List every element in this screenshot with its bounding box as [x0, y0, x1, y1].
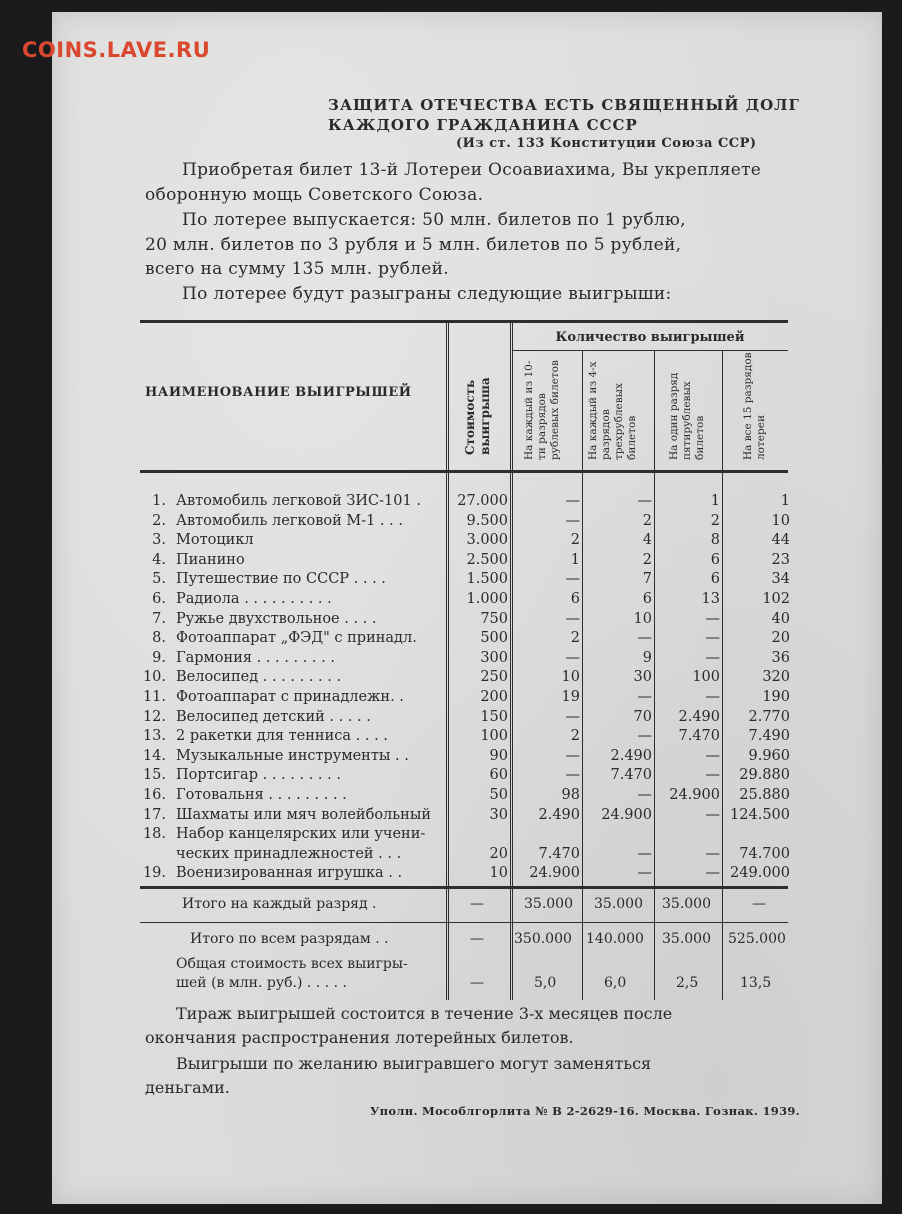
qty-rouble: —	[565, 610, 580, 627]
qty-rouble: 1	[570, 551, 580, 568]
qty-total: 74.700	[739, 845, 790, 862]
qty-five-rouble: —	[705, 865, 720, 882]
prize-name: Портсигар . . . . . . . . .	[176, 767, 341, 784]
qty-five-rouble: —	[705, 689, 720, 705]
qty-five-rouble: 2.490	[678, 708, 720, 725]
prize-name: Фотоаппарат с принадлежн. .	[176, 689, 404, 705]
row-number: 9.	[152, 649, 166, 666]
table-header-rule	[140, 470, 788, 473]
motto-source: (Из ст. 133 Конституции Союза ССР)	[456, 136, 757, 151]
qty-three-rouble: 2.490	[610, 747, 652, 764]
prize-name: Ружье двухствольное . . . .	[176, 610, 377, 627]
qty-five-rouble: 1	[710, 493, 720, 509]
qty-three-rouble: —	[637, 728, 652, 745]
qty-rouble: —	[565, 767, 580, 784]
prize-name: Шахматы или мяч волейбольный	[176, 806, 432, 823]
qty-five-rouble: 6	[710, 551, 720, 568]
intro-p2-line3: всего на сумму 135 млн. рублей.	[145, 259, 449, 279]
total-each-col1: 35.000	[524, 896, 573, 912]
qty-total: 44	[771, 532, 790, 549]
qty-five-rouble: —	[705, 767, 720, 784]
qty-three-rouble: —	[637, 865, 652, 882]
qty-rouble: 2.490	[538, 806, 580, 823]
total-value-cost: —	[470, 975, 484, 991]
prize-cost: 50	[489, 787, 508, 803]
prize-cost: 27.000	[457, 493, 508, 509]
prize-cost: 250	[480, 669, 508, 686]
qty-three-rouble: 4	[642, 532, 652, 549]
qty-three-rouble: 6	[642, 591, 652, 607]
qty-five-rouble: —	[705, 630, 720, 647]
total-all-cost: —	[470, 931, 484, 947]
prize-name: Фотоаппарат „ФЭД" с принадл.	[176, 630, 417, 647]
total-value-col4: 13,5	[740, 975, 772, 991]
table-row	[140, 493, 790, 513]
prize-name: Музыкальные инструменты . .	[176, 747, 409, 764]
prize-cost: 500	[480, 630, 508, 647]
prize-cost: 20	[489, 845, 508, 862]
row-number: 4.	[152, 551, 166, 568]
prize-cost: 60	[489, 767, 508, 784]
total-value-label-1: Общая стоимость всех выигры-	[176, 956, 408, 972]
table-row	[140, 846, 790, 866]
header-col-1: На каждый из 10-ти разрядов рублевых билетов	[522, 360, 561, 460]
prize-name: ческих принадлежностей . . .	[176, 845, 402, 862]
qty-total: 7.490	[748, 728, 790, 745]
row-number: 16.	[142, 787, 166, 803]
qty-rouble: 7.470	[538, 845, 580, 862]
prize-name: Гармония . . . . . . . . .	[176, 649, 335, 666]
qty-rouble: —	[565, 571, 580, 588]
total-each-col3: 35.000	[662, 896, 711, 912]
table-row	[140, 826, 790, 846]
total-each-cost: —	[470, 896, 484, 912]
table-row	[140, 532, 790, 552]
table-row	[140, 611, 790, 631]
qty-rouble: —	[565, 649, 580, 666]
qty-three-rouble: 70	[633, 708, 652, 725]
table-row	[140, 709, 790, 729]
prize-cost: 1.500	[466, 571, 508, 588]
prize-cost: 150	[480, 708, 508, 725]
motto-line-2: КАЖДОГО ГРАЖДАНИНА СССР	[328, 116, 638, 134]
prize-name: Военизированная игрушка . .	[176, 865, 403, 882]
total-value-col2: 6,0	[604, 975, 627, 991]
row-number: 12.	[142, 708, 166, 725]
table-row	[140, 630, 790, 650]
row-number: 15.	[142, 767, 166, 784]
table-row	[140, 807, 790, 827]
footer-p1-line2: окончания распространения лотерейных билетов.	[145, 1028, 574, 1047]
prize-name: Путешествие по СССР . . . .	[176, 571, 386, 588]
row-number: 5.	[152, 571, 166, 588]
qty-total: 20	[771, 630, 790, 647]
row-number: 10.	[142, 669, 166, 686]
total-all-label: Итого по всем разрядам . .	[190, 931, 389, 947]
qty-total: 124.500	[730, 806, 790, 823]
row-number: 2.	[152, 512, 166, 529]
total-all-col1: 350.000	[514, 931, 572, 947]
qty-three-rouble: 2	[642, 512, 652, 529]
footer-p2-line2: деньгами.	[145, 1078, 230, 1097]
qty-rouble: 19	[561, 689, 580, 705]
qty-five-rouble: 7.470	[678, 728, 720, 745]
row-number: 14.	[142, 747, 166, 764]
total-rule	[140, 922, 788, 923]
qty-total: 29.880	[739, 767, 790, 784]
qty-total: 9.960	[748, 747, 790, 764]
qty-rouble: 2	[570, 630, 580, 647]
prize-name: Набор канцелярских или учени-	[176, 826, 426, 843]
qty-five-rouble: —	[705, 747, 720, 764]
intro-p2-line1: По лотерее выпускается: 50 млн. билетов по 1 рублю,	[182, 210, 686, 230]
total-each-col4: —	[752, 896, 766, 912]
footer-p1-line1: Тираж выигрышей состоится в течение 3-х месяцев после	[176, 1004, 673, 1023]
prize-cost: 10	[489, 865, 508, 882]
qty-three-rouble: 7.470	[610, 767, 652, 784]
qty-total: 2.770	[748, 708, 790, 725]
header-col-4: На все 15 разрядов лотереи	[742, 352, 767, 460]
prize-cost: 300	[480, 649, 508, 666]
prize-cost: 750	[480, 610, 508, 627]
qty-five-rouble: 8	[710, 532, 720, 549]
row-number: 17.	[142, 806, 166, 823]
table-row	[140, 591, 790, 611]
qty-total: 34	[771, 571, 790, 588]
qty-total: 1	[780, 493, 790, 509]
row-number: 3.	[152, 532, 166, 549]
qty-five-rouble: 13	[701, 591, 720, 607]
table-row	[140, 669, 790, 689]
qty-three-rouble: 2	[642, 551, 652, 568]
printer-imprint: Уполн. Мособлгорлита № В 2-2629-16. Москва. Гознак. 1939.	[370, 1104, 800, 1118]
qty-rouble: 10	[561, 669, 580, 686]
row-number: 6.	[152, 591, 166, 607]
qty-total: 40	[771, 610, 790, 627]
qty-five-rouble: —	[705, 845, 720, 862]
prize-cost: 100	[480, 728, 508, 745]
qty-rouble: —	[565, 708, 580, 725]
prize-name: Автомобиль легковой М-1 . . .	[176, 512, 403, 529]
qty-three-rouble: —	[637, 630, 652, 647]
table-row	[140, 552, 790, 572]
intro-p1-line2: оборонную мощь Советского Союза.	[145, 185, 484, 205]
qty-three-rouble: 10	[633, 610, 652, 627]
qty-five-rouble: 24.900	[669, 787, 720, 803]
table-top-rule	[140, 320, 788, 323]
total-all-col2: 140.000	[586, 931, 644, 947]
qty-total: 23	[771, 551, 790, 568]
qty-rouble: 2	[570, 728, 580, 745]
table-row	[140, 571, 790, 591]
prize-name: Автомобиль легковой ЗИС-101 .	[176, 493, 421, 509]
qty-rouble: 98	[561, 787, 580, 803]
prize-cost: 9.500	[466, 512, 508, 529]
total-all-col4: 525.000	[728, 931, 786, 947]
qty-three-rouble: —	[637, 493, 652, 509]
row-number: 8.	[152, 630, 166, 647]
prize-name: Велосипед детский . . . . .	[176, 708, 371, 725]
row-number: 13.	[142, 728, 166, 745]
total-value-col1: 5,0	[534, 975, 557, 991]
qty-rouble: 6	[570, 591, 580, 607]
qty-rouble: —	[565, 512, 580, 529]
qty-rouble: 24.900	[529, 865, 580, 882]
motto-line-1: ЗАЩИТА ОТЕЧЕСТВА ЕСТЬ СВЯЩЕННЫЙ ДОЛГ	[328, 96, 800, 114]
qty-rouble: 2	[570, 532, 580, 549]
qty-five-rouble: 100	[692, 669, 720, 686]
intro-p3: По лотерее будут разыграны следующие выигрыши:	[182, 284, 672, 304]
total-each-col2: 35.000	[594, 896, 643, 912]
prize-cost: 3.000	[466, 532, 508, 549]
qty-total: 102	[762, 591, 790, 607]
prize-name: 2 ракетки для тенниса . . . .	[176, 728, 388, 745]
qty-total: 190	[762, 689, 790, 705]
table-row	[140, 513, 790, 533]
prize-cost: 2.500	[466, 551, 508, 568]
row-number: 19.	[142, 865, 166, 882]
prize-cost: 1.000	[466, 591, 508, 607]
total-all-col3: 35.000	[662, 931, 711, 947]
prize-name: Готовальня . . . . . . . . .	[176, 787, 347, 803]
table-row	[140, 787, 790, 807]
total-value-col3: 2,5	[676, 975, 699, 991]
table-row	[140, 748, 790, 768]
site-watermark: COINS.LAVE.RU	[22, 38, 211, 62]
qty-five-rouble: 2	[710, 512, 720, 529]
intro-p2-line2: 20 млн. билетов по 3 рубля и 5 млн. билетов по 5 рублей,	[145, 235, 682, 255]
prize-cost: 30	[489, 806, 508, 823]
prize-cost: 200	[480, 689, 508, 705]
prize-name: Мотоцикл	[176, 532, 254, 549]
table-body-rule	[140, 886, 788, 889]
total-value-label-2: шей (в млн. руб.) . . . . .	[176, 975, 347, 991]
row-number: 1.	[152, 493, 166, 509]
qty-total: 10	[771, 512, 790, 529]
qty-three-rouble: 7	[642, 571, 652, 588]
qty-three-rouble: 30	[633, 669, 652, 686]
qty-rouble: —	[565, 493, 580, 509]
qty-five-rouble: —	[705, 649, 720, 666]
table-row	[140, 865, 790, 885]
row-number: 11.	[142, 689, 166, 705]
qty-total: 249.000	[730, 865, 790, 882]
row-number: 7.	[152, 610, 166, 627]
header-col-2: На каждый из 4-х разрядов трехрублевых билетов	[587, 361, 638, 460]
qty-total: 36	[771, 649, 790, 666]
qty-three-rouble: —	[637, 845, 652, 862]
header-col-3: На один разряд пятирублевых билетов	[667, 372, 706, 460]
row-number: 18.	[142, 826, 166, 843]
prize-cost: 90	[489, 747, 508, 764]
prize-name: Велосипед . . . . . . . . .	[176, 669, 342, 686]
header-prize-name: НАИМЕНОВАНИЕ ВЫИГРЫШЕЙ	[145, 385, 412, 400]
intro-p1-line1: Приобретая билет 13-й Лотереи Осоавиахима, Вы укрепляете	[182, 160, 762, 180]
qty-three-rouble: —	[637, 689, 652, 705]
header-quantity: Количество выигрышей	[555, 330, 745, 345]
qty-total: 320	[762, 669, 790, 686]
footer-p2-line1: Выигрыши по желанию выигравшего могут заменяться	[176, 1054, 652, 1073]
qty-five-rouble: —	[705, 610, 720, 627]
table-row	[140, 767, 790, 787]
total-each-label: Итого на каждый разряд .	[182, 896, 377, 912]
qty-three-rouble: 9	[642, 649, 652, 666]
qty-total: 25.880	[739, 787, 790, 803]
prize-name: Пианино	[176, 551, 245, 568]
qty-five-rouble: 6	[710, 571, 720, 588]
header-cost: Стоимость выигрыша	[463, 377, 492, 455]
qty-three-rouble: 24.900	[601, 806, 652, 823]
qty-three-rouble: —	[637, 787, 652, 803]
table-row	[140, 650, 790, 670]
prize-name: Радиола . . . . . . . . . .	[176, 591, 332, 607]
table-row	[140, 728, 790, 748]
table-row	[140, 689, 790, 709]
qty-five-rouble: —	[705, 806, 720, 823]
qty-rouble: —	[565, 747, 580, 764]
